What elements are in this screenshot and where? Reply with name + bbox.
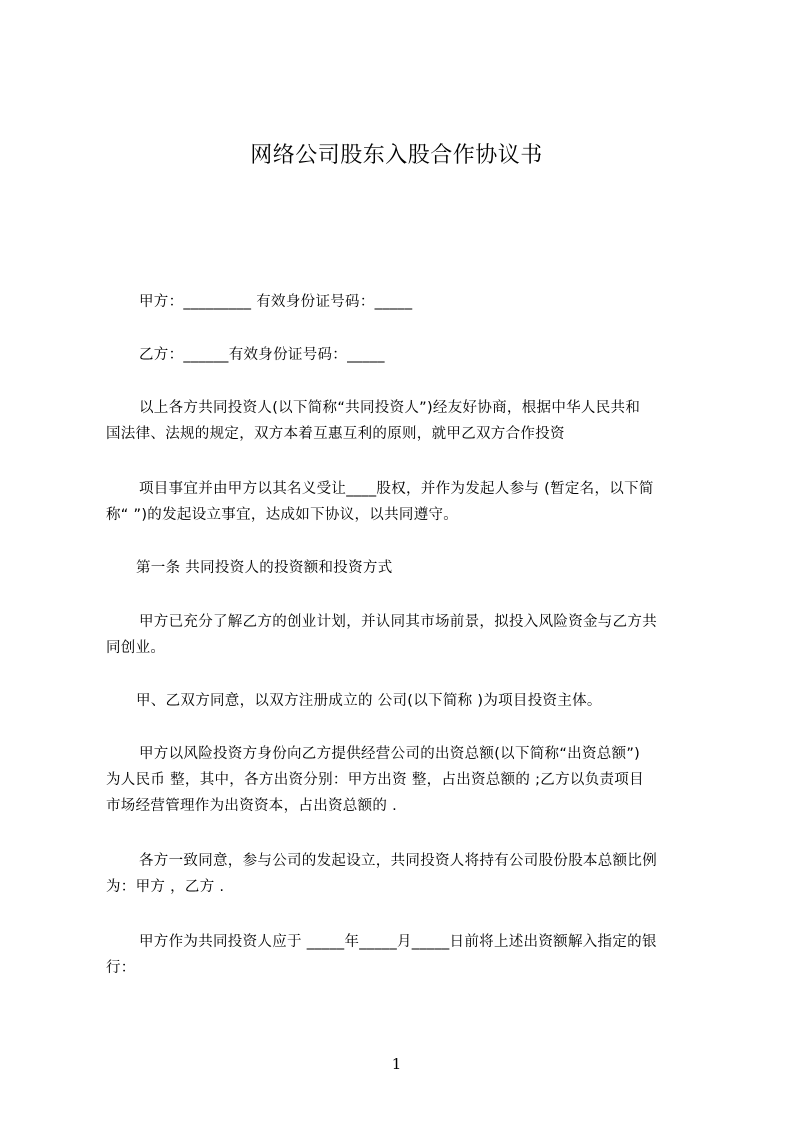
paragraph-4-line-1: 各方一致同意，参与公司的发起设立，共同投资人将持有公司股份股本总额比例 [139,853,657,869]
paragraph-1-line-1: 甲方已充分了解乙方的创业计划，并认同其市场前景，拟投入风险资金与乙方共 [139,614,657,630]
article-1-heading: 第一条 共同投资人的投资额和投资方式 [136,560,393,576]
paragraph-2: 甲、乙双方同意，以双方注册成立的 公司(以下简称 )为项目投资主体。 [136,693,602,709]
project-line-2: 称“ ”)的发起设立事宜，达成如下协议，以共同遵守。 [106,507,459,523]
paragraph-5-line-2: 行： [106,960,136,976]
paragraph-3-line-1: 甲方以风险投资方身份向乙方提供经营公司的出资总额(以下简称“出资总额”) [139,746,641,762]
paragraph-3-line-2: 为人民币 整，其中，各方出资分别：甲方出资 整，占出资总额的 ;乙方以负责项目 [106,772,644,788]
paragraph-5-line-1: 甲方作为共同投资人应于 _____年_____月_____日前将上述出资额解入指定的银 [139,934,657,950]
intro-line-2: 国法律、法规的规定，双方本着互惠互利的原则，就甲乙双方合作投资 [106,426,565,442]
project-line-1: 项目事宜并由甲方以其名义受让____股权，并作为发起人参与 (暂定名，以下简 [139,481,654,497]
party-b-line: 乙方：______有效身份证号码：_____ [139,347,385,363]
document-title: 网络公司股东入股合作协议书 [250,143,543,168]
paragraph-4-line-2: 为：甲方 ，乙方 . [106,879,225,895]
paragraph-1-line-2: 同创业。 [106,640,166,656]
paragraph-3-line-3: 市场经营管理作为出资资本，占出资总额的 . [106,798,398,814]
party-a-line: 甲方：_________ 有效身份证号码：_____ [139,294,413,310]
page-number: 1 [391,1055,402,1073]
intro-line-1: 以上各方共同投资人(以下简称“共同投资人”)经友好协商，根据中华人民共和 [139,400,641,416]
